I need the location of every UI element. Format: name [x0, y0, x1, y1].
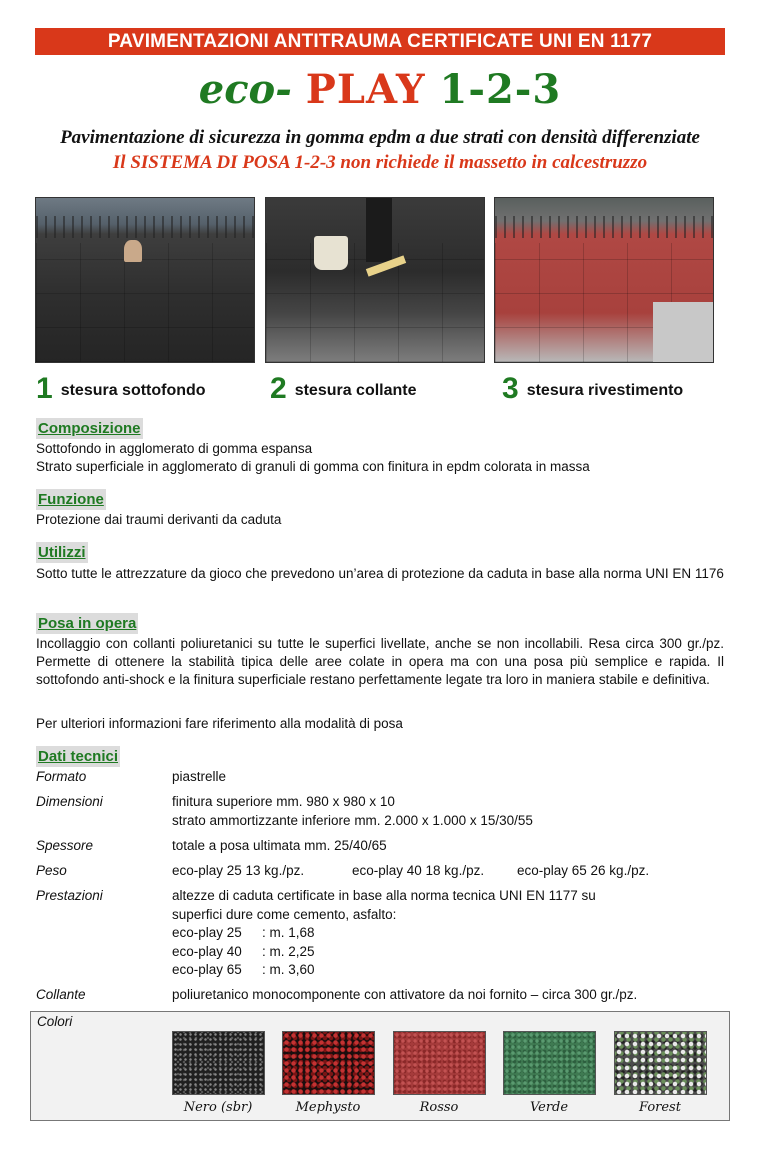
swatch-name-forest: Forest — [639, 1100, 681, 1115]
swatch-verde — [503, 1031, 596, 1095]
step-1 — [36, 372, 206, 406]
step-number: 1 — [36, 372, 53, 405]
step-3 — [502, 372, 683, 406]
step-label: stesura rivestimento — [526, 382, 684, 399]
section-title-funzione: Funzione — [38, 491, 104, 508]
prestazioni-model: eco-play 65 — [172, 962, 242, 977]
bucket-shape — [314, 236, 348, 270]
prestazioni-model: eco-play 25 — [172, 925, 242, 940]
brand-logo — [0, 64, 760, 116]
section-title-posa: Posa in opera — [38, 615, 137, 632]
posa-text: Incollaggio con collanti poliuretanici su tutte le superfici livellate, anche se non incollabili. Resa circa 300 gr./pz. Permette di ottenere la stabilità tipica delle aree colate in opera ma con una posa più semplice e rapida. Il sottofondo anti-shock e la finitura superficiale restano perfettamente legate tra loro in maniera stabile e definitiva. — [36, 636, 724, 687]
section-title-dati-tecnici: Dati tecnici — [38, 748, 119, 765]
funzione-text: Protezione dai traumi derivanti da caduta — [36, 512, 282, 527]
composizione-line-1: Sottofondo in agglomerato di gomma espansa — [36, 441, 313, 456]
fence-shape — [36, 216, 254, 238]
dati-prestazioni-line-1: altezze di caduta certificate in base alla norma tecnica UNI EN 1177 su — [172, 888, 596, 903]
dati-spessore-value: totale a posa ultimata mm. 25/40/65 — [172, 838, 387, 853]
photo-step-3 — [494, 197, 714, 363]
dati-prestazioni-label: Prestazioni — [36, 888, 103, 903]
prestazioni-value: : m. 2,25 — [262, 944, 315, 959]
tile-grid-shape — [36, 243, 254, 362]
step-number: 3 — [502, 372, 519, 405]
colori-label: Colori — [37, 1014, 73, 1029]
dati-collante-value: poliuretanico monocomponente con attivatore da noi fornito – circa 300 gr./pz. — [172, 987, 638, 1002]
step-2 — [270, 372, 417, 406]
worker-legs-shape — [366, 198, 392, 262]
dati-prestazioni-line-2: superfici dure come cemento, asfalto: — [172, 907, 397, 922]
header-banner: PAVIMENTAZIONI ANTITRAUMA CERTIFICATE UNI EN 1177 — [35, 28, 725, 55]
brand-numbers: 1-2-3 — [439, 66, 562, 113]
dati-peso-label: Peso — [36, 863, 67, 878]
dati-collante-label: Collante — [36, 987, 86, 1002]
walkway-shape — [653, 302, 713, 362]
step-number: 2 — [270, 372, 287, 405]
swatch-name-nero: Nero (sbr) — [183, 1100, 253, 1115]
swatch-forest — [614, 1031, 707, 1095]
dati-formato-value: piastrelle — [172, 769, 227, 784]
swatch-mephysto — [282, 1031, 375, 1095]
section-title-composizione: Composizione — [38, 420, 141, 437]
swatch-name-mephysto: Mephysto — [295, 1100, 361, 1115]
photo-step-1 — [35, 197, 255, 363]
swatch-name-rosso: Rosso — [419, 1100, 459, 1115]
dati-peso-1: eco-play 25 13 kg./pz. — [172, 863, 305, 878]
prestazioni-model: eco-play 40 — [172, 944, 242, 959]
dati-dimensioni-label: Dimensioni — [36, 794, 103, 809]
dati-dimensioni-line-1: finitura superiore mm. 980 x 980 x 10 — [172, 794, 395, 809]
worker-shape — [124, 240, 142, 262]
prestazioni-value: : m. 1,68 — [262, 925, 315, 940]
subtitle-description: Pavimentazione di sicurezza in gomma epdm a due strati con densità differenziate — [60, 127, 700, 148]
dati-peso-3: eco-play 65 26 kg./pz. — [517, 863, 650, 878]
swatch-name-verde: Verde — [529, 1100, 569, 1115]
swatch-nero — [172, 1031, 265, 1095]
dati-formato-label: Formato — [36, 769, 87, 784]
posa-note: Per ulteriori informazioni fare riferimento alla modalità di posa — [36, 716, 403, 731]
dati-dimensioni-line-2: strato ammortizzante inferiore mm. 2.000 x 1.000 x 15/30/55 — [172, 813, 533, 828]
subtitle-system: Il SISTEMA DI POSA 1-2-3 non richiede il massetto in calcestruzzo — [112, 152, 648, 173]
brand-eco: eco- — [198, 66, 292, 113]
step-label: stesura collante — [294, 382, 417, 399]
dati-peso-2: eco-play 40 18 kg./pz. — [352, 863, 485, 878]
utilizzi-text: Sotto tutte le attrezzature da gioco che prevedono un’area di protezione da caduta in base alla norma UNI EN 1176 — [36, 566, 724, 581]
fence-shape — [495, 216, 713, 238]
photo-step-2 — [265, 197, 485, 363]
swatch-rosso — [393, 1031, 486, 1095]
step-label: stesura sottofondo — [60, 382, 206, 399]
colori-panel — [30, 1011, 730, 1121]
prestazioni-value: : m. 3,60 — [262, 962, 315, 977]
section-title-utilizzi: Utilizzi — [38, 544, 86, 561]
dati-spessore-label: Spessore — [36, 838, 94, 853]
brand-play: PLAY — [305, 66, 426, 113]
composizione-line-2: Strato superficiale in agglomerato di granuli di gomma con finitura in epdm colorata in massa — [36, 459, 590, 474]
